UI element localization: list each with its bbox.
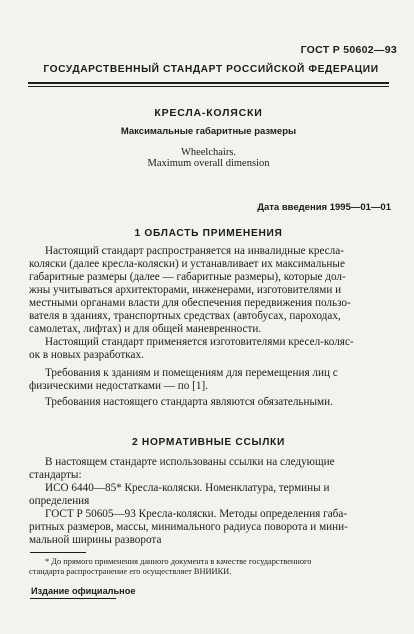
edition-label: Издание официальное: [31, 586, 136, 596]
footnote-line: * До прямого применения данного документа в качестве государственного: [45, 557, 312, 566]
section1-line: Настоящий стандарт применяется изготовителями кресел-коляс-: [45, 336, 354, 348]
footnote-rule: [30, 552, 86, 553]
section1-line: Требования к зданиям и помещениям для перемещения лиц с: [45, 367, 338, 379]
title-rule-thin: [28, 86, 389, 87]
section1-line: габаритные размеры (далее — габаритные размеры), которые дол-: [29, 271, 346, 283]
section2-line: ритных размеров, массы, минимального радиуса поворота и мини-: [29, 521, 348, 533]
section1-line: вателя в зданиях, транспортных средствах (автобусах, пароходах,: [29, 310, 341, 322]
document-title: КРЕСЛА-КОЛЯСКИ: [154, 107, 263, 119]
section1-line: Требования настоящего стандарта являются обязательными.: [45, 396, 333, 408]
section1-line: местными органами власти для обеспечения передвижения пользо-: [29, 297, 351, 309]
section2-line: В настоящем стандарте использованы ссылки на следующие: [45, 456, 335, 468]
section2-line: ГОСТ Р 50605—93 Кресла-коляски. Методы определения габа-: [45, 508, 348, 520]
section1-line: самолетах, лифтах) и для общей маневренности.: [29, 323, 262, 335]
section2-line: ИСО 6440—85* Кресла-коляски. Номенклатура, термины и: [45, 482, 330, 494]
edition-rule: [30, 598, 116, 599]
effective-date: Дата введения 1995—01—01: [257, 202, 391, 213]
section-heading-references: 2 НОРМАТИВНЫЕ ССЫЛКИ: [131, 437, 285, 448]
section1-line: ок в новых разработках.: [29, 349, 144, 361]
section2-line: стандарты:: [29, 469, 82, 481]
section1-line: Настоящий стандарт распространяется на инвалидные кресла-: [45, 245, 344, 257]
title-rule-thick: [28, 82, 389, 84]
section-heading-scope: 1 ОБЛАСТЬ ПРИМЕНЕНИЯ: [134, 228, 283, 239]
section1-line: коляски (далее кресла-коляски) и устанавливает их максимальные: [29, 258, 345, 270]
footnote-line: стандарта распространение его осуществляет ВНИИКИ.: [29, 567, 232, 576]
section2-line: определения: [29, 495, 90, 507]
section1-line: физическими недостатками — по [1].: [29, 380, 208, 392]
english-subtitle: Maximum overall dimension: [147, 158, 270, 169]
english-title: Wheelchairs.: [180, 147, 237, 158]
section1-line: жны учитываться архитекторами, инженерами, изготовителями и: [29, 284, 342, 296]
standard-title: ГОСУДАРСТВЕННЫЙ СТАНДАРТ РОССИЙСКОЙ ФЕДЕРАЦИИ: [43, 64, 379, 75]
document-code: ГОСТ Р 50602—93: [300, 44, 397, 56]
section2-line: мальной ширины разворота: [29, 534, 162, 546]
document-subtitle: Максимальные габаритные размеры: [120, 126, 297, 137]
